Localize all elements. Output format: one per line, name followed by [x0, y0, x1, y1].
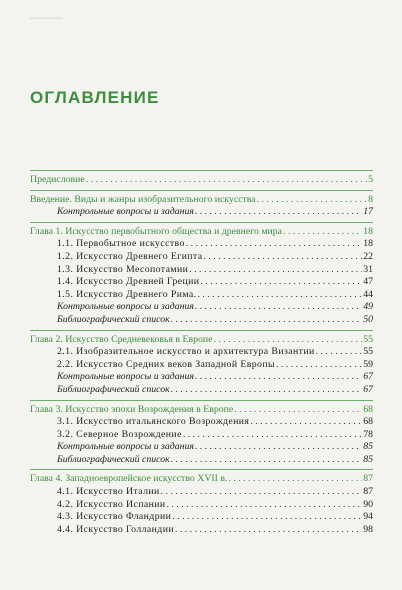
toc-label: 4.2. Искусство Испании — [57, 498, 166, 510]
table-of-contents — [30, 170, 373, 539]
toc-label: 2.2. Искусство Средних веков Западной Европы — [57, 358, 275, 370]
toc-entry-chapter-2[interactable] — [30, 334, 373, 347]
toc-subentry[interactable] — [30, 264, 373, 277]
toc-subentry[interactable] — [30, 251, 373, 264]
toc-page: 44 — [363, 288, 373, 300]
toc-page: 31 — [363, 263, 373, 275]
leader-dots — [172, 511, 362, 524]
toc-label: Глава 1. Искусство первобытного общества и древнего мира — [30, 225, 283, 237]
toc-page: 17 — [363, 206, 373, 218]
toc-entry-chapter-1[interactable] — [30, 226, 373, 239]
leader-dots — [86, 174, 367, 187]
toc-label: Библиографический список — [57, 383, 170, 395]
toc-page: 67 — [363, 371, 373, 383]
toc-label: Глава 4. Западноевропейское искусство XVII в. — [30, 473, 228, 485]
toc-label: 4.1. Искусство Италии — [57, 486, 160, 498]
page-title: ОГЛАВЛЕНИЕ — [30, 88, 160, 107]
toc-subentry[interactable] — [30, 499, 373, 512]
leader-dots — [171, 314, 363, 327]
toc-label: Контрольные вопросы и задания — [57, 206, 194, 218]
leader-dots — [195, 441, 362, 454]
leader-dots — [200, 276, 362, 289]
leader-dots — [195, 301, 362, 314]
toc-subentry[interactable] — [30, 441, 373, 454]
leader-dots — [195, 206, 362, 219]
toc-subentry[interactable] — [30, 416, 373, 429]
toc-label: 1.4. Искусство Древней Греции — [57, 276, 200, 288]
leader-dots — [257, 194, 367, 207]
leader-dots — [203, 251, 362, 264]
toc-subentry[interactable] — [30, 371, 373, 384]
toc-subentry[interactable] — [30, 524, 373, 537]
leader-dots — [171, 384, 363, 397]
leader-dots — [214, 334, 363, 347]
toc-page: 50 — [363, 313, 373, 325]
toc-subentry[interactable] — [30, 314, 373, 327]
toc-page: 18 — [363, 238, 373, 250]
toc-subentry[interactable] — [30, 276, 373, 289]
toc-subentry[interactable] — [30, 346, 373, 359]
leader-dots — [250, 416, 362, 429]
toc-page: 67 — [363, 383, 373, 395]
leader-dots — [189, 264, 362, 277]
toc-label: 1.2. Искусство Древнего Египта — [57, 250, 203, 262]
toc-page: 5 — [368, 174, 373, 185]
leader-dots — [197, 289, 362, 302]
toc-page: 18 — [363, 225, 373, 237]
toc-label: Введение. Виды и жанры изобразительного искусства — [30, 193, 256, 205]
toc-entry-chapter-3[interactable] — [30, 404, 373, 417]
leader-dots — [228, 473, 362, 486]
toc-label: 4.3. Искусство Фландрии — [57, 511, 172, 523]
toc-label: 2.1. Изобразительное искусство и архитектура Византии — [57, 346, 315, 358]
leader-dots — [316, 346, 363, 359]
toc-label: Контрольные вопросы и задания — [57, 371, 194, 383]
toc-label: Глава 2. Искусство Средневековья в Европе — [30, 333, 213, 345]
toc-page: 55 — [363, 333, 373, 345]
toc-subentry[interactable] — [30, 238, 373, 251]
toc-entry-intro[interactable] — [30, 194, 373, 207]
leader-dots — [186, 238, 362, 251]
toc-page: 85 — [363, 441, 373, 453]
toc-label: 1.3. Искусство Месопотамии — [57, 263, 189, 275]
toc-label: Контрольные вопросы и задания — [57, 441, 194, 453]
toc-subentry[interactable] — [30, 301, 373, 314]
toc-page: 98 — [363, 523, 373, 535]
toc-page: 78 — [363, 428, 373, 440]
leader-dots — [276, 359, 362, 372]
toc-entry-chapter-4[interactable] — [30, 473, 373, 486]
toc-subentry[interactable] — [30, 511, 373, 524]
toc-label: Библиографический список — [57, 453, 170, 465]
toc-page: 90 — [363, 498, 373, 510]
toc-label: Контрольные вопросы и задания — [57, 301, 194, 313]
bleed-through-text: ▔▔▔▔▔▔ — [30, 18, 63, 26]
toc-entry-preface[interactable] — [30, 174, 373, 187]
leader-dots — [195, 371, 362, 384]
toc-label: 3.2. Северное Возрождение — [57, 428, 182, 440]
toc-subentry[interactable] — [30, 206, 373, 219]
toc-label: 1.1. Первобытное искусство — [57, 238, 185, 250]
toc-page: 87 — [363, 473, 373, 485]
toc-label: 3.1. Искусство итальянского Возрождения — [57, 416, 250, 428]
toc-subentry[interactable] — [30, 429, 373, 442]
toc-label: Предисловие — [30, 174, 85, 185]
toc-page: 55 — [363, 346, 373, 358]
toc-subentry[interactable] — [30, 359, 373, 372]
leader-dots — [171, 454, 363, 467]
toc-page: 8 — [368, 193, 373, 205]
toc-page: 85 — [363, 453, 373, 465]
toc-page: 68 — [363, 416, 373, 428]
leader-dots — [183, 429, 362, 442]
toc-page: 59 — [363, 358, 373, 370]
leader-dots — [167, 499, 363, 512]
toc-page: 22 — [363, 250, 373, 262]
toc-subentry[interactable] — [30, 454, 373, 467]
toc-subentry[interactable] — [30, 486, 373, 499]
leader-dots — [283, 226, 362, 239]
toc-page: 47 — [363, 276, 373, 288]
toc-page: 87 — [363, 486, 373, 498]
leader-dots — [161, 486, 363, 499]
toc-page: 94 — [363, 511, 373, 523]
leader-dots — [234, 404, 362, 417]
toc-subentry[interactable] — [30, 289, 373, 302]
toc-page: 49 — [363, 301, 373, 313]
toc-page: 68 — [363, 403, 373, 415]
toc-label: 1.5. Искусство Древнего Рима. — [57, 288, 197, 300]
toc-label: 4.4. Искусство Голландии — [57, 523, 174, 535]
toc-subentry[interactable] — [30, 384, 373, 397]
leader-dots — [175, 524, 362, 537]
toc-label: Глава 3. Искусство эпохи Возрождения в Европе — [30, 403, 234, 415]
toc-label: Библиографический список — [57, 313, 170, 325]
